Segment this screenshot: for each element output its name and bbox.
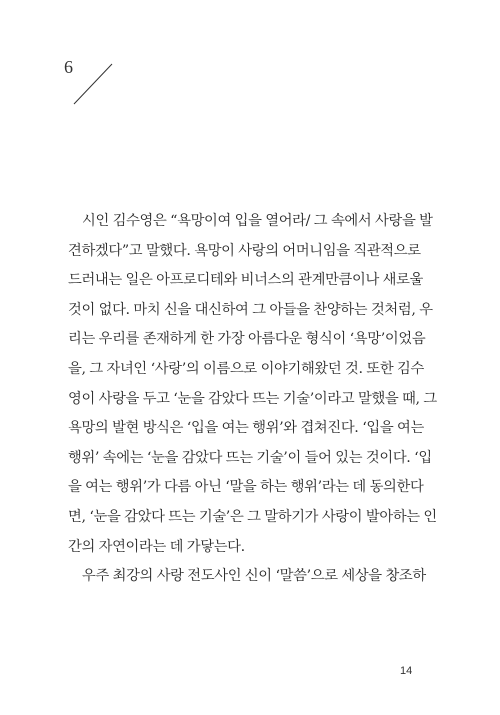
- text-line: 을, 그 자녀인 ‘사랑’의 이름으로 이야기해왔던 것. 또한 김수: [68, 360, 424, 377]
- text-line: 행위’ 속에는 ‘눈을 감았다 뜨는 기술’이 들어 있는 것이다. ‘입: [68, 449, 432, 466]
- text-line: 리는 우리를 존재하게 한 가장 아름다운 형식이 ‘욕망’이었음: [68, 331, 426, 348]
- paragraph-2: [68, 562, 433, 592]
- chapter-slash-divider: [68, 60, 114, 106]
- text-line: 면, ‘눈을 감았다 뜨는 기술’은 그 말하기가 사랑이 발아하는 인: [68, 508, 437, 525]
- text-line: 욕망의 발현 방식은 ‘입을 여는 행위’와 겹쳐진다. ‘입을 여는: [68, 420, 424, 437]
- text-line: 것이 없다. 마치 신을 대신하여 그 아들을 찬양하는 것처럼, 우: [68, 301, 433, 318]
- text-line: 간의 자연이라는 데 가닿는다.: [68, 538, 245, 555]
- body-text: [68, 207, 437, 592]
- text-line: 드러내는 일은 아프로디테와 비너스의 관계만큼이나 새로울: [68, 272, 423, 289]
- chapter-marker: [64, 58, 114, 108]
- text-line: 영이 사랑을 두고 ‘눈을 감았다 뜨는 기술’이라고 말했을 때, 그: [68, 390, 437, 407]
- text-line: 우주 최강의 사랑 전도사인 신이 ‘말씀’으로 세상을 창조하: [82, 568, 426, 585]
- text-line: 견하겠다”고 말했다. 욕망이 사랑의 어머니임을 직관적으로: [68, 242, 421, 259]
- text-line: 을 여는 행위’가 다름 아닌 ‘말을 하는 행위’라는 데 동의한다: [68, 479, 424, 496]
- chapter-number: 6: [64, 57, 73, 77]
- page-number: 14: [400, 665, 413, 677]
- paragraph-1: [68, 207, 437, 562]
- text-line: 시인 김수영은 “욕망이여 입을 열어라/ 그 속에서 사랑을 발: [82, 213, 433, 229]
